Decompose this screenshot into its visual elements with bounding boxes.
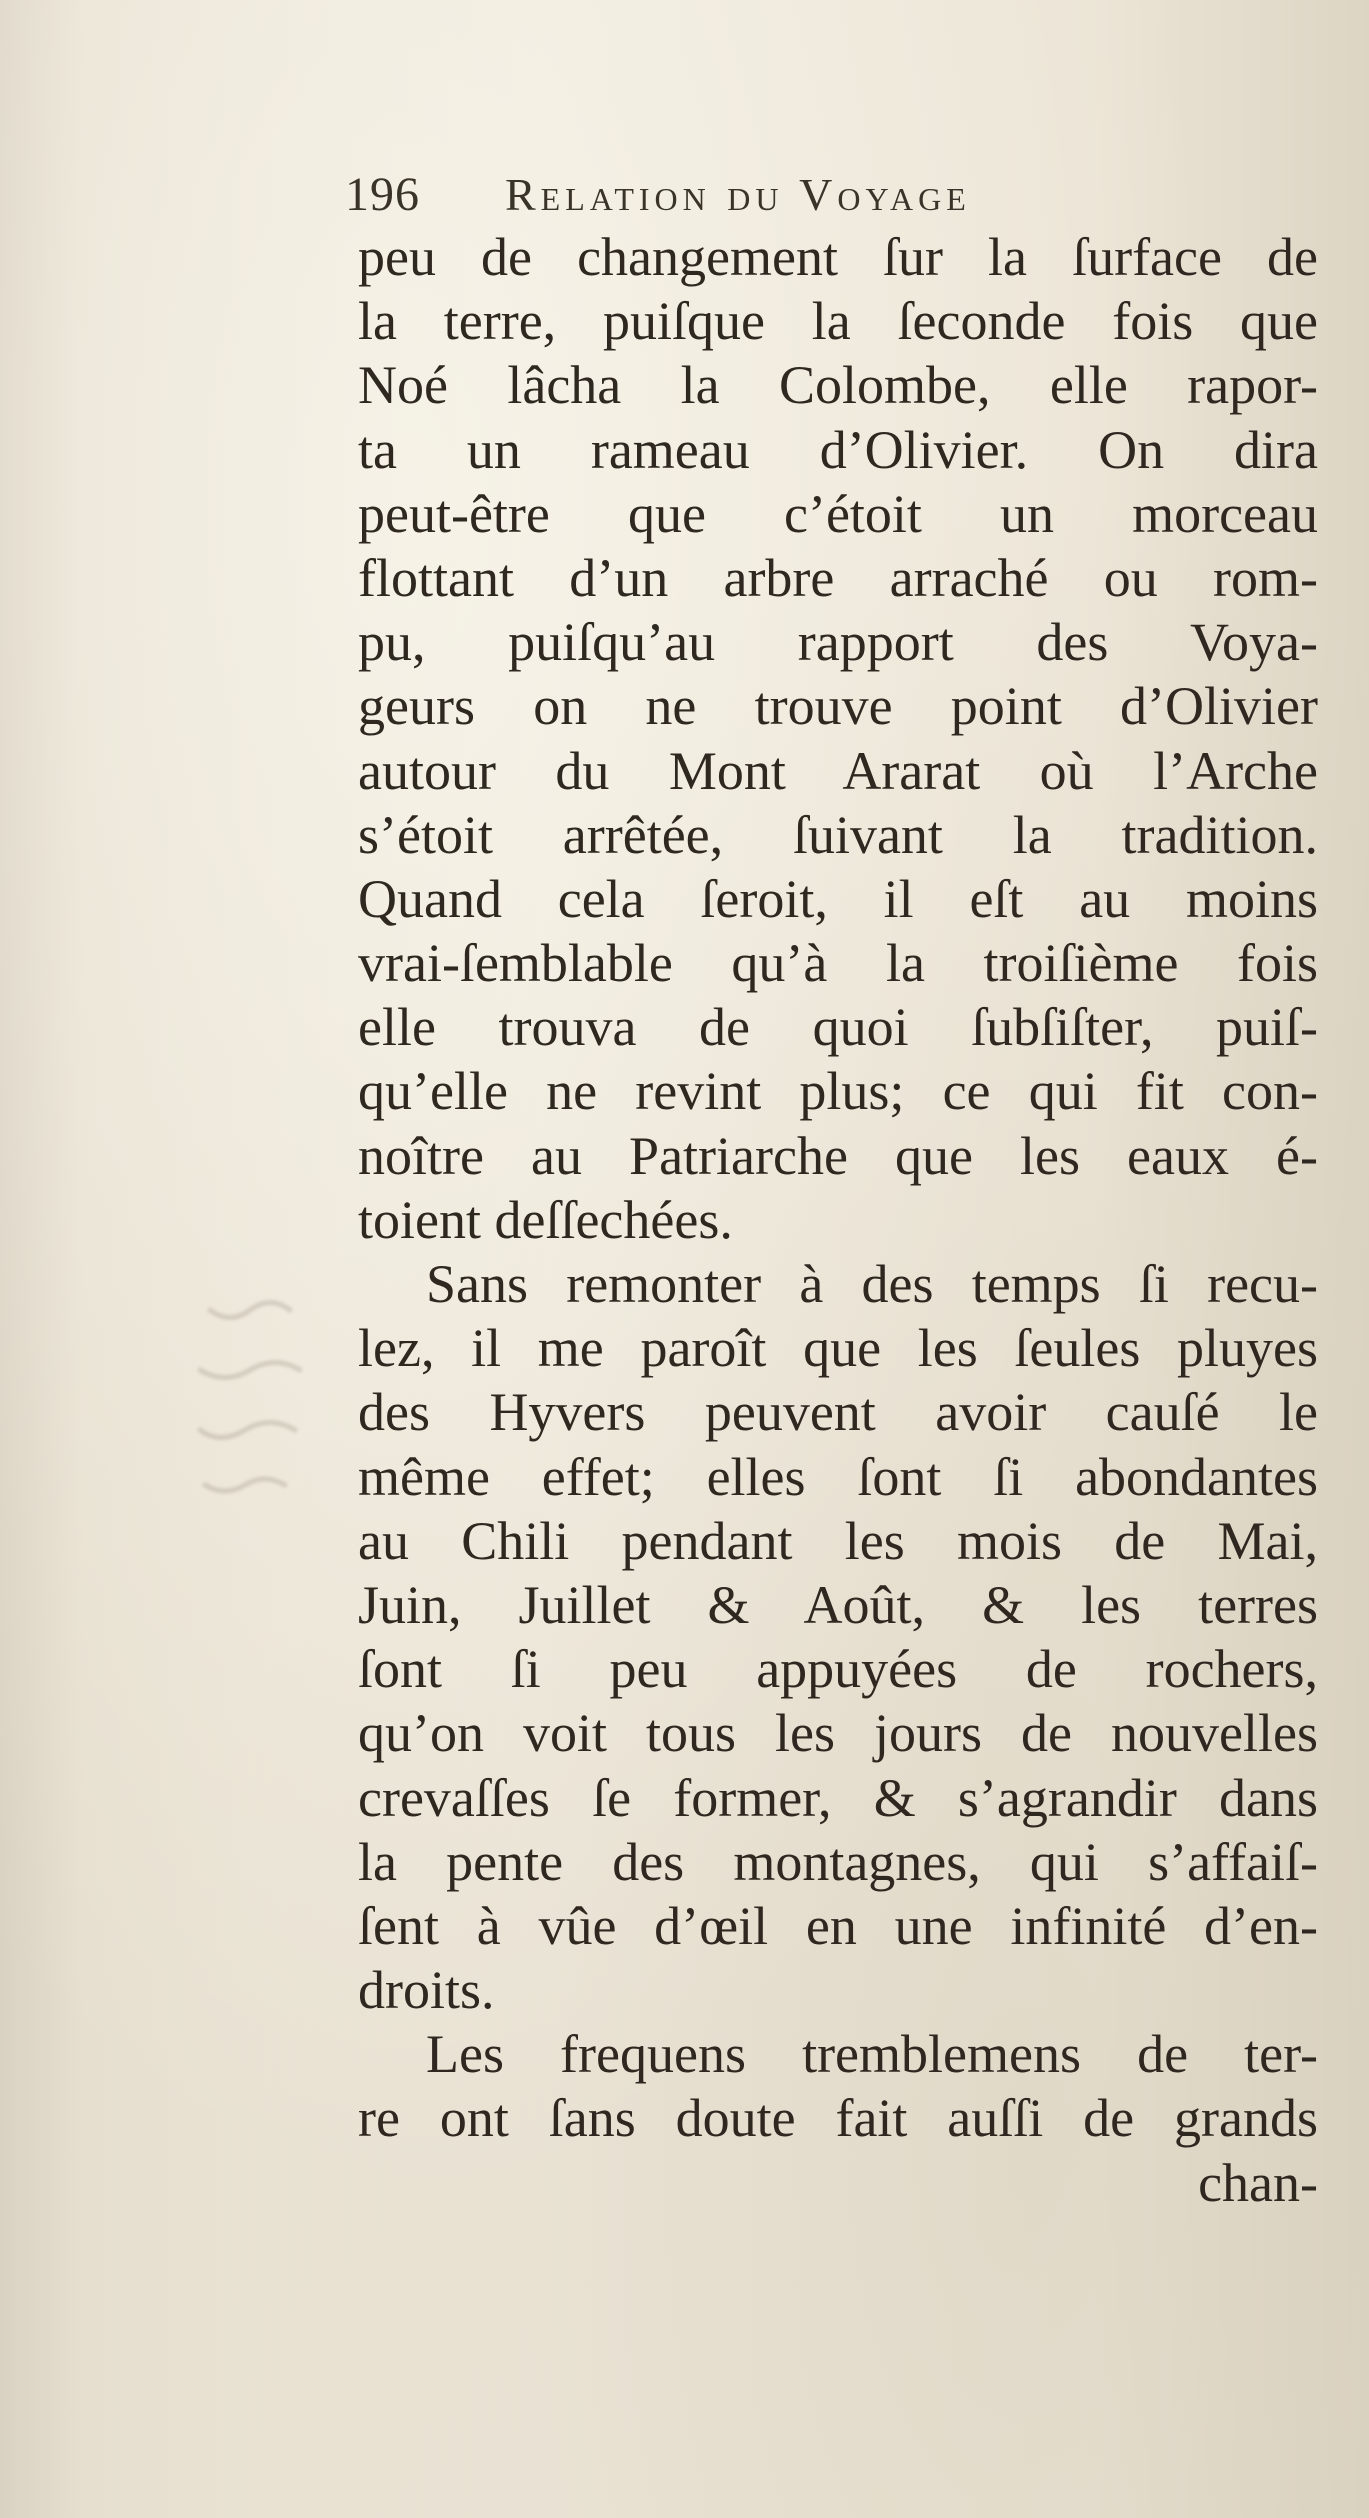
text-line: lez, il me paroît que les ſeules pluyes [358, 1318, 1318, 1379]
text-line: la pente des montagnes, qui s’affaiſ- [358, 1831, 1318, 1892]
show-through-bleed [170, 1270, 320, 1530]
text-line: ta un rameau d’Olivier. On dira [358, 419, 1318, 480]
text-line: peu de changement ſur la ſurface de [358, 227, 1318, 287]
text-line: flottant d’un arbre arraché ou rom- [358, 547, 1318, 608]
text-line: qu’elle ne revint plus; ce qui fit con- [358, 1061, 1318, 1122]
paragraph-end-line: toient deſſechées. [358, 1189, 733, 1250]
paragraph-end-line: droits. [358, 1960, 495, 2021]
text-line: re ont ſans doute fait auſſi de grands [358, 2088, 1318, 2149]
text-line: peut-être que c’étoit un morceau [358, 483, 1318, 544]
text-line: Quand cela ſeroit, il eſt au moins [358, 868, 1318, 929]
text-line: la terre, puiſque la ſeconde fois que [358, 291, 1318, 352]
text-line: des Hyvers peuvent avoir cauſé le [358, 1382, 1318, 1443]
body-text [358, 225, 1318, 2215]
page-header [345, 160, 1345, 230]
text-line: qu’on voit tous les jours de nouvelles [358, 1703, 1318, 1764]
text-line: même effet; elles ſont ſi abondantes [358, 1446, 1318, 1507]
text-line: Noé lâcha la Colombe, elle rapor- [358, 355, 1318, 416]
running-head: Relation du Voyage [505, 169, 971, 220]
text-line: au Chili pendant les mois de Mai, [358, 1510, 1318, 1571]
paragraph-first-line: Sans remonter à des temps ſi recu- [426, 1254, 1318, 1314]
bleed-marks [170, 1270, 320, 1530]
text-line: Juin, Juillet & Août, & les terres [358, 1574, 1318, 1635]
text-line: crevaſſes ſe former, & s’agrandir dans [358, 1767, 1318, 1828]
text-line: ſent à vûe d’œil en une infinité d’en- [358, 1895, 1318, 1956]
text-line: s’étoit arrêtée, ſuivant la tradition. [358, 804, 1318, 865]
text-line: elle trouva de quoi ſubſiſter, puiſ- [358, 997, 1318, 1058]
paragraph-first-line: Les frequens tremblemens de ter- [426, 2024, 1318, 2085]
page-number: 196 [345, 168, 420, 221]
text-line: ſont ſi peu appuyées de rochers, [358, 1639, 1318, 1700]
catchword: chan- [1198, 2152, 1318, 2213]
text-line: pu, puiſqu’au rapport des Voya- [358, 612, 1318, 673]
text-line: geurs on ne trouve point d’Olivier [358, 676, 1318, 737]
text-line: noître au Patriarche que les eaux é- [358, 1125, 1318, 1186]
text-line: vrai-ſemblable qu’à la troiſième fois [358, 933, 1318, 994]
text-line: autour du Mont Ararat où l’Arche [358, 740, 1318, 801]
